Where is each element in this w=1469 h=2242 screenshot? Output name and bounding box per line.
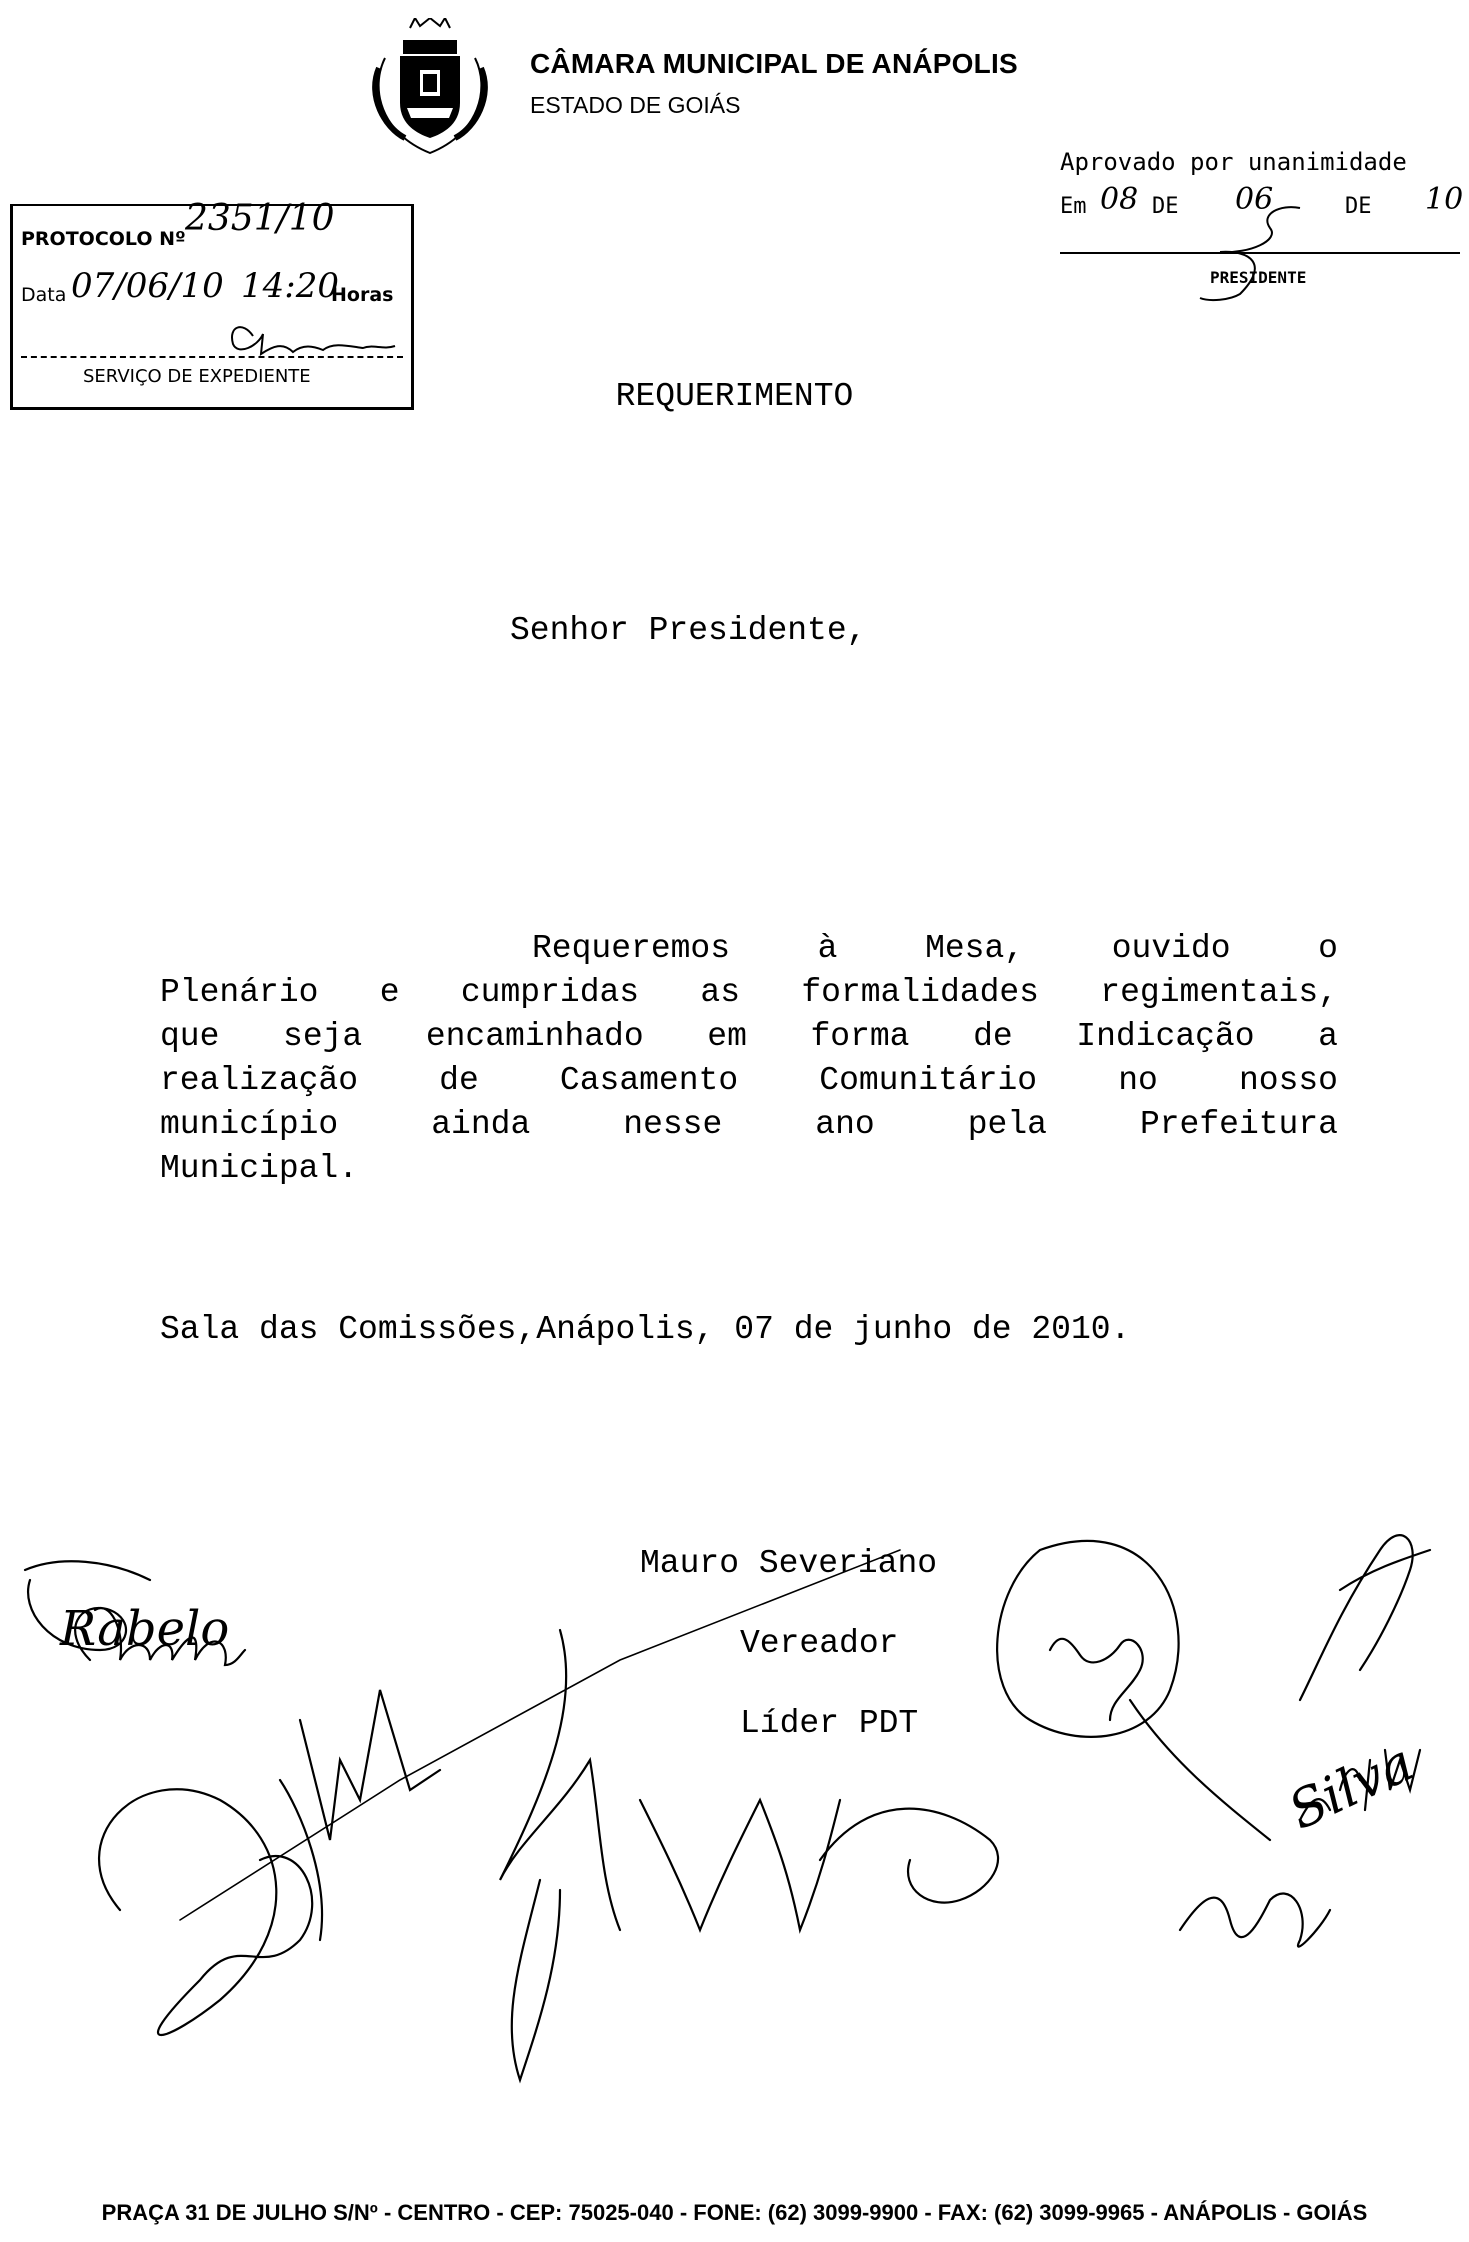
protocol-number-label: PROTOCOLO Nº (21, 228, 186, 250)
document-title: REQUERIMENTO (615, 378, 854, 415)
protocol-date-label: Data (21, 284, 67, 306)
body-line: realização de Casamento Comunitário no nosso (160, 1062, 1338, 1099)
protocol-date: 07/06/10 (71, 266, 224, 306)
approval-president-label: PRESIDENTE (1210, 268, 1307, 287)
body-line: que seja encaminhado em forma de Indicação a (160, 1018, 1338, 1055)
approval-stamp (1060, 148, 1464, 298)
approval-in-label: Em (1060, 194, 1087, 219)
body-line: Municipal. (160, 1150, 359, 1187)
protocol-clerk-signature (213, 316, 403, 360)
signatory-role: Vereador (740, 1625, 899, 1662)
body-line: Plenário e cumpridas as formalidades regimentais, (160, 974, 1338, 1011)
salutation: Senhor Presidente, (510, 612, 867, 649)
approval-month: 06 (1235, 182, 1274, 217)
protocol-divider (21, 356, 403, 358)
approval-of-label-2: DE (1345, 194, 1372, 219)
body-line: Requeremos à Mesa, ouvido o (532, 930, 1338, 967)
protocol-hours-label: Horas (331, 284, 394, 306)
approval-text: Aprovado por unanimidade (1060, 148, 1407, 176)
body-line: município ainda nesse ano pela Prefeitura (160, 1106, 1338, 1143)
approval-of-label-1: DE (1152, 194, 1179, 219)
footer-address: PRAÇA 31 DE JULHO S/Nº - CENTRO - CEP: 75025-040 - FONE: (62) 3099-9900 - FAX: (62) 3099-9965 - ANÁPOLIS - GOIÁS (101, 2200, 1368, 2225)
signatory-name: Mauro Severiano (640, 1545, 938, 1582)
signature-silva: Silva (1280, 1732, 1423, 1842)
coat-of-arms-icon (365, 18, 495, 158)
approval-year: 10 (1425, 182, 1464, 217)
signature-rabelo: Rabelo (60, 1601, 230, 1657)
signatory-party: Líder PDT (740, 1705, 919, 1742)
protocol-time: 14:20 (241, 266, 339, 306)
org-state: ESTADO DE GOIÁS (530, 92, 741, 118)
protocol-number: 2351/10 (185, 198, 335, 239)
body-paragraph (160, 927, 1338, 1191)
approval-president-signature (1190, 204, 1340, 304)
org-name: CÂMARA MUNICIPAL DE ANÁPOLIS (530, 48, 1018, 79)
protocol-service-label: SERVIÇO DE EXPEDIENTE (83, 366, 311, 387)
approval-day: 08 (1100, 182, 1139, 217)
closing-line: Sala das Comissões,Anápolis, 07 de junho de 2010. (160, 1311, 1131, 1348)
